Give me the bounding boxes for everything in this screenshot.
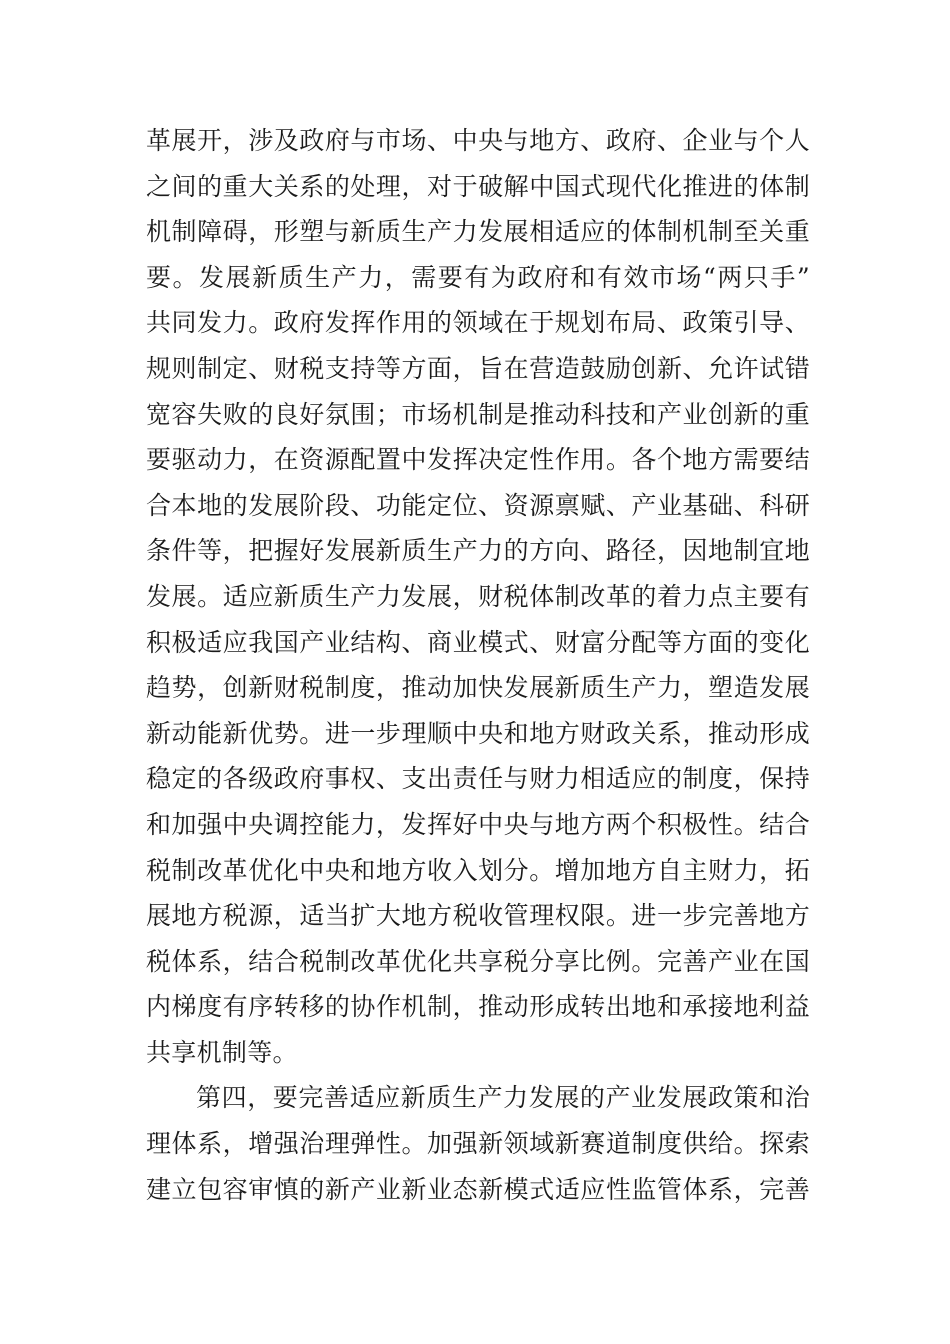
text-line: 之间的重大关系的处理，对于破解中国式现代化推进的体制: [146, 171, 810, 201]
text-line: 要驱动力，在资源配置中发挥决定性作用。各个地方需要结: [146, 445, 810, 475]
text-line: 革展开，涉及政府与市场、中央与地方、政府、企业与个人: [146, 126, 810, 155]
body-text: [146, 118, 810, 1212]
text-line: 税制改革优化中央和地方收入划分。增加地方自主财力，拓: [146, 855, 810, 885]
text-line: 建立包容审慎的新产业新业态新模式适应性监管体系，完善: [146, 1174, 810, 1204]
text-line: 共享机制等。: [146, 1037, 298, 1067]
text-line: 发展。适应新质生产力发展，财税体制改革的着力点主要有: [146, 581, 810, 611]
text-line: 宽容失败的良好氛围；市场机制是推动科技和产业创新的重: [146, 399, 810, 429]
text-line: 趋势，创新财税制度，推动加快发展新质生产力，塑造发展: [146, 673, 810, 703]
text-line: 积极适应我国产业结构、商业模式、财富分配等方面的变化: [146, 627, 810, 657]
text-line: 新动能新优势。进一步理顺中央和地方财政关系，推动形成: [146, 718, 810, 748]
text-line: 合本地的发展阶段、功能定位、资源禀赋、产业基础、科研: [146, 490, 810, 520]
text-line: 展地方税源，适当扩大地方税收管理权限。进一步完善地方: [146, 901, 810, 931]
text-line: 和加强中央调控能力，发挥好中央与地方两个积极性。结合: [146, 809, 810, 839]
paragraph-start-line: 第四，要完善适应新质生产力发展的产业发展政策和治: [196, 1083, 810, 1113]
text-line: 要。发展新质生产力，需要有为政府和有效市场“两只手”: [146, 262, 810, 292]
text-line: 内梯度有序转移的协作机制，推动形成转出地和承接地利益: [146, 992, 810, 1022]
text-line: 税体系，结合税制改革优化共享税分享比例。完善产业在国: [146, 946, 810, 976]
text-line: 条件等，把握好发展新质生产力的方向、路径，因地制宜地: [146, 536, 810, 566]
text-line: 理体系，增强治理弹性。加强新领域新赛道制度供给。探索: [146, 1129, 810, 1159]
text-line: 规则制定、财税支持等方面，旨在营造鼓励创新、允许试错: [146, 353, 810, 383]
text-line: 共同发力。政府发挥作用的领域在于规划布局、政策引导、: [146, 308, 810, 338]
text-line: 稳定的各级政府事权、支出责任与财力相适应的制度，保持: [146, 764, 810, 794]
text-line: 机制障碍，形塑与新质生产力发展相适应的体制机制至关重: [146, 217, 810, 247]
